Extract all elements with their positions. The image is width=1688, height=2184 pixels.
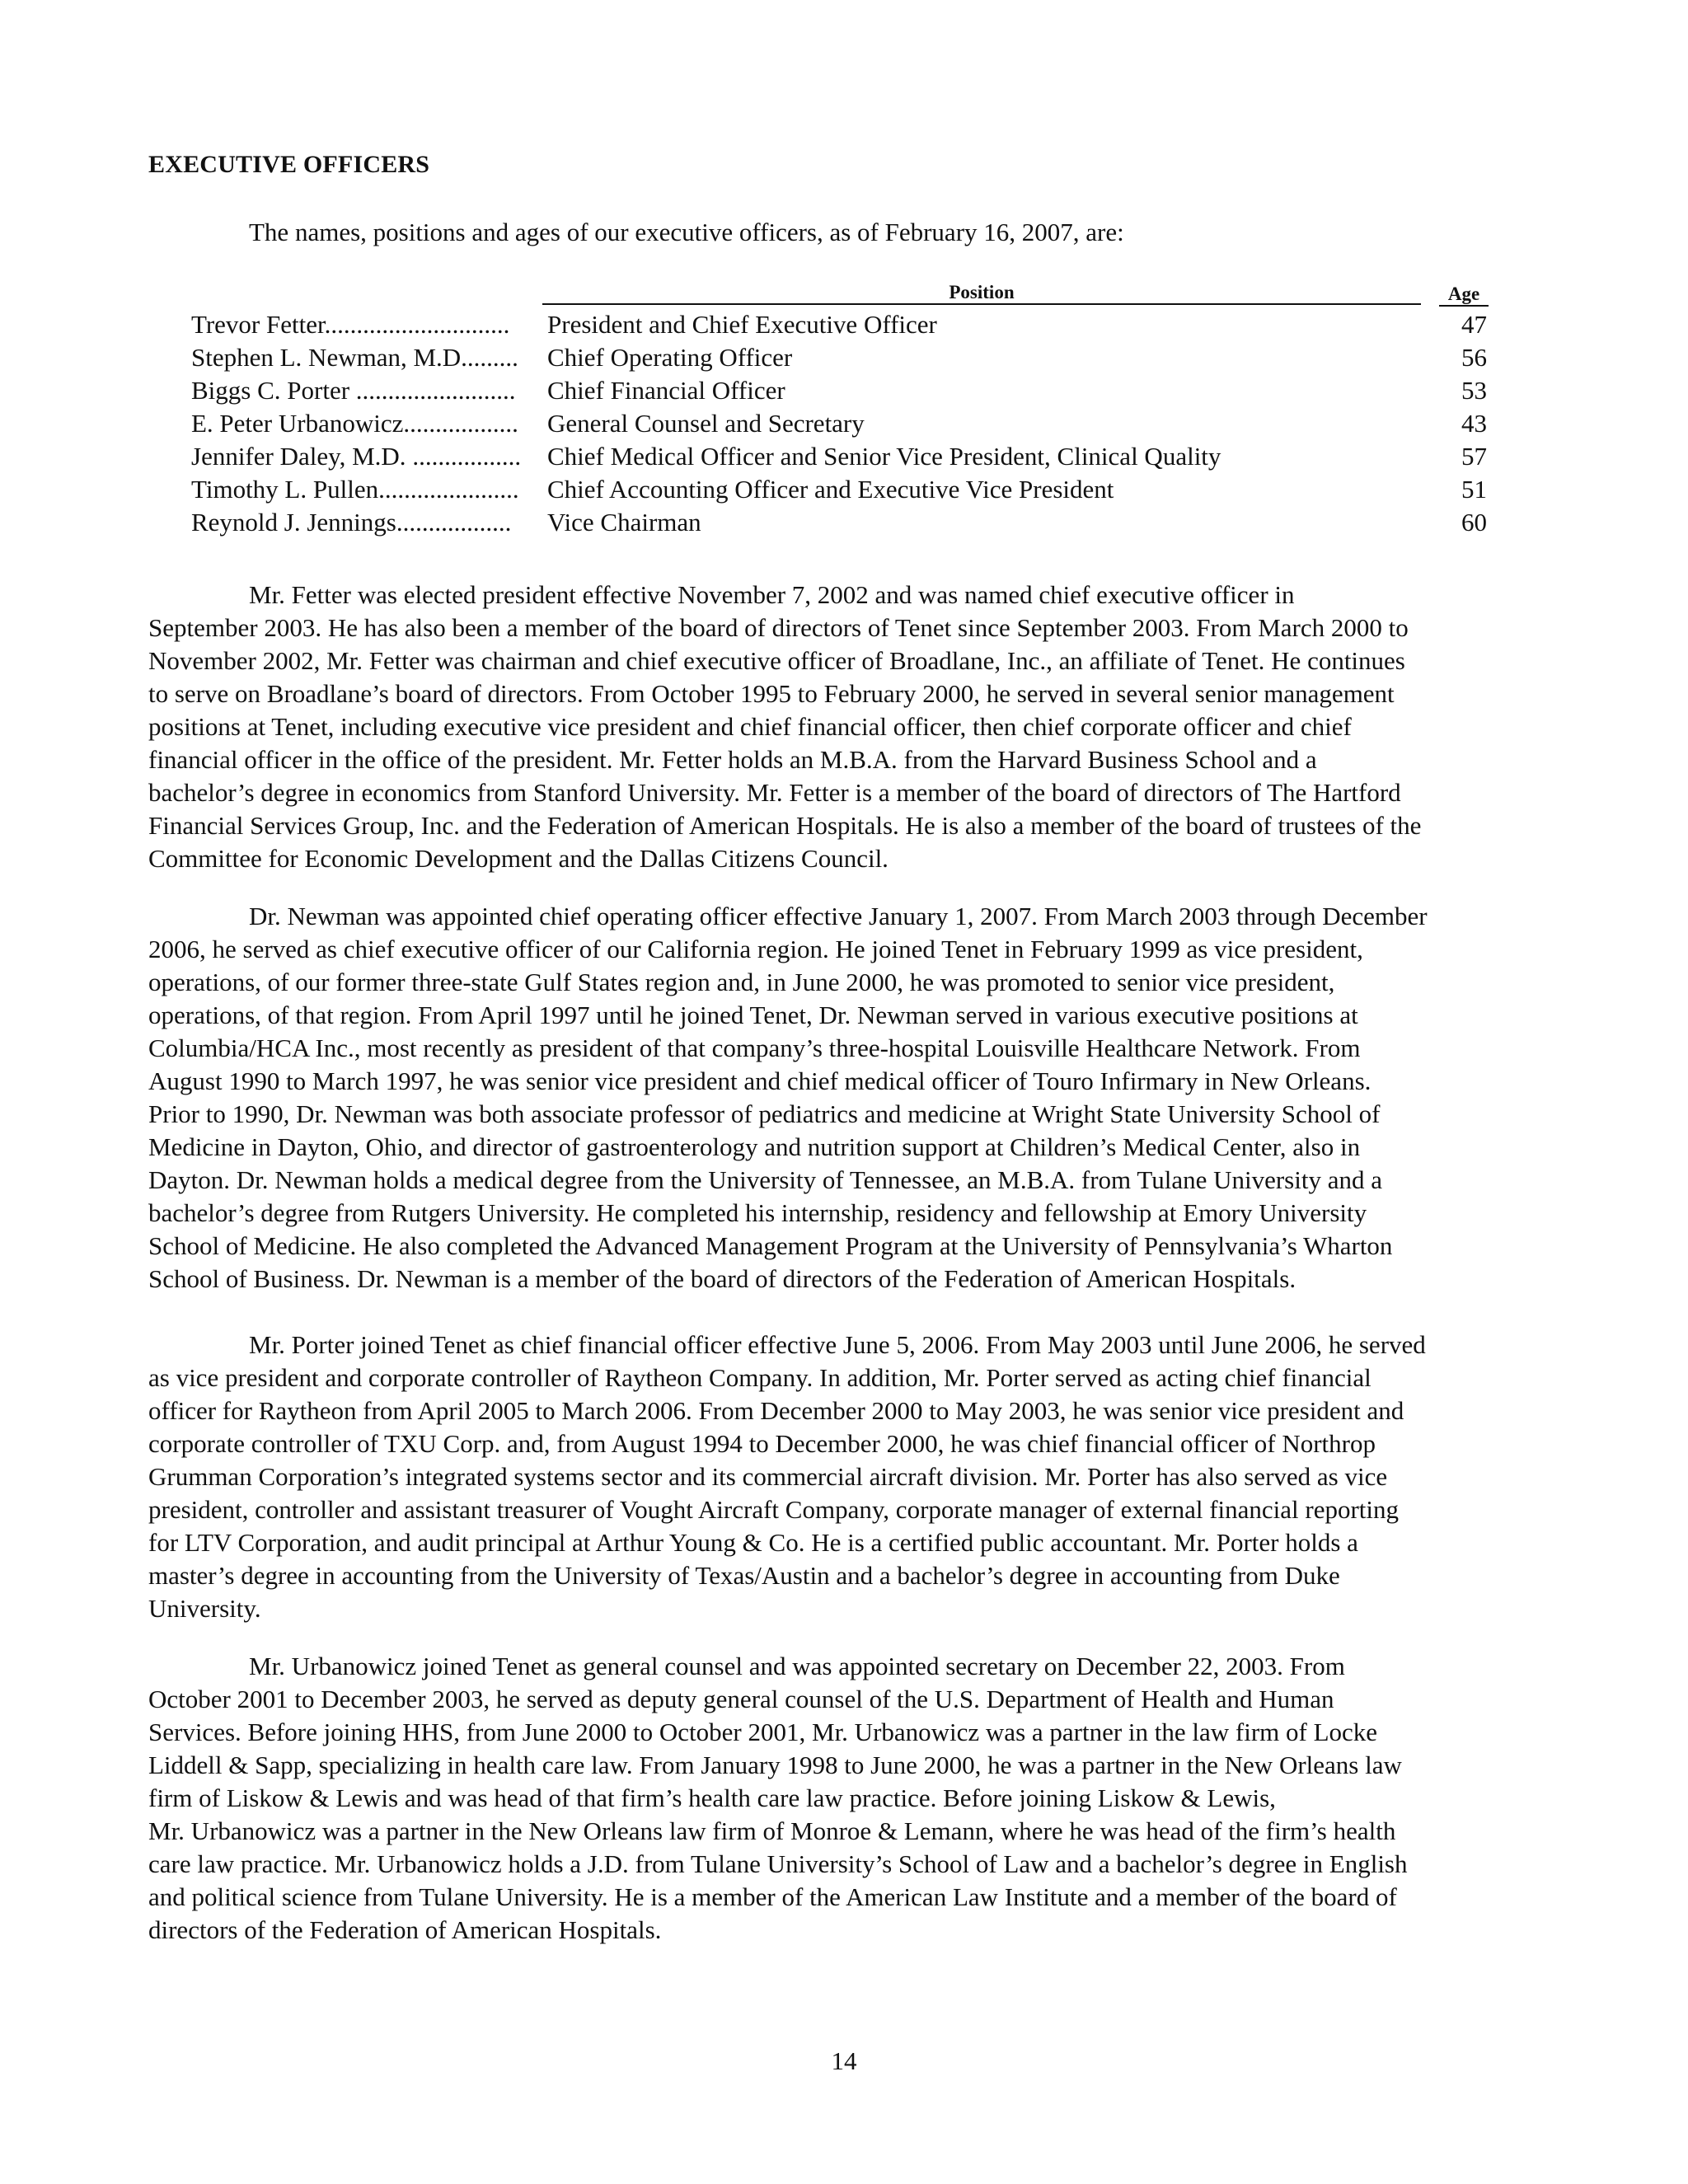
table-row	[191, 506, 1502, 539]
paragraph-line: Grumman Corporation’s integrated systems sector and its commercial aircraft division. Mr. Porter has also served as vice	[148, 1462, 1388, 1491]
paragraph-line: School of Medicine. He also completed the Advanced Management Program at the University of Pennsylvania’s Wharton	[148, 1231, 1393, 1260]
officer-name: Timothy L. Pullen......................	[191, 475, 519, 504]
paragraph-line: Dayton. Dr. Newman holds a medical degree from the University of Tennessee, an M.B.A. from Tulane University and a	[148, 1165, 1382, 1194]
paragraph-line: operations, of that region. From April 1997 until he joined Tenet, Dr. Newman served in various executive positions at	[148, 1001, 1358, 1029]
paragraph-line: to serve on Broadlane’s board of directors. From October 1995 to February 2000, he served in several senior management	[148, 679, 1395, 708]
intro-text: The names, positions and ages of our executive officers, as of February 16, 2007, are:	[249, 218, 1124, 246]
dot-leader: ..................	[403, 409, 518, 438]
paragraph-line: October 2001 to December 2003, he served as deputy general counsel of the U.S. Department of Health and Human	[148, 1685, 1334, 1713]
biography-paragraph	[148, 579, 1530, 875]
officer-position: President and Chief Executive Officer	[547, 310, 937, 339]
paragraph-line: September 2003. He has also been a member of the board of directors of Tenet since September 2003. From March 2000 to	[148, 613, 1409, 642]
paragraph-line: Prior to 1990, Dr. Newman was both associate professor of pediatrics and medicine at Wright State University School of	[148, 1099, 1381, 1128]
paragraph-line: Mr. Urbanowicz joined Tenet as general counsel and was appointed secretary on December 22, 2003. From	[249, 1652, 1345, 1680]
paragraph-line: University.	[148, 1594, 261, 1623]
paragraph-line: Liddell & Sapp, specializing in health care law. From January 1998 to June 2000, he was a partner in the New Orleans law	[148, 1750, 1402, 1779]
paragraph-line: operations, of our former three-state Gulf States region and, in June 2000, he was promoted to senior vice president,	[148, 968, 1335, 996]
officer-age: 47	[1461, 310, 1487, 339]
paragraph-line: School of Business. Dr. Newman is a member of the board of directors of the Federation of American Hospitals.	[148, 1264, 1296, 1293]
officer-age: 57	[1461, 442, 1487, 471]
paragraph-line: directors of the Federation of American Hospitals.	[148, 1915, 662, 1944]
paragraph-line: officer for Raytheon from April 2005 to March 2006. From December 2000 to May 2003, he was senior vice president and	[148, 1396, 1404, 1425]
paragraph-line: Medicine in Dayton, Ohio, and director of gastroenterology and nutrition support at Children’s Medical Center, also in	[148, 1132, 1361, 1161]
paragraph-line: Mr. Urbanowicz was a partner in the New Orleans law firm of Monroe & Lemann, where he was head of the firm’s health	[148, 1816, 1396, 1845]
dot-leader: .........	[461, 343, 518, 372]
officer-age: 56	[1461, 343, 1487, 372]
position-column-header: Position	[542, 282, 1421, 305]
page-number: 14	[831, 2046, 857, 2075]
officer-name: Jennifer Daley, M.D. .................	[191, 442, 522, 471]
paragraph-line: master’s degree in accounting from the University of Texas/Austin and a bachelor’s degree in accounting from Duke	[148, 1561, 1340, 1590]
officer-position: Chief Accounting Officer and Executive Vice President	[547, 475, 1114, 504]
section-heading: EXECUTIVE OFFICERS	[148, 151, 430, 178]
dot-leader: ..................	[396, 508, 512, 537]
biography-paragraph	[148, 900, 1530, 1296]
table-row	[191, 407, 1502, 440]
paragraph-line: financial officer in the office of the president. Mr. Fetter holds an M.B.A. from the Harvard Business School and a	[148, 745, 1317, 774]
paragraph-line: Dr. Newman was appointed chief operating officer effective January 1, 2007. From March 2003 through December	[249, 902, 1428, 930]
paragraph-line: Committee for Economic Development and the Dallas Citizens Council.	[148, 844, 889, 873]
table-row	[191, 374, 1502, 407]
officer-age: 53	[1461, 376, 1487, 405]
officer-age: 51	[1461, 475, 1487, 504]
paragraph-line: Services. Before joining HHS, from June 2000 to October 2001, Mr. Urbanowicz was a partner in the law firm of Locke	[148, 1718, 1378, 1746]
dot-leader: ......................	[378, 475, 519, 504]
dot-leader: .........................	[349, 376, 516, 405]
table-row	[191, 341, 1502, 374]
paragraph-line: and political science from Tulane University. He is a member of the American Law Institute and a member of the board of	[148, 1882, 1397, 1911]
officer-name: E. Peter Urbanowicz..................	[191, 409, 518, 438]
officer-name: Stephen L. Newman, M.D.........	[191, 343, 518, 372]
table-row	[191, 473, 1502, 506]
paragraph-line: Financial Services Group, Inc. and the Federation of American Hospitals. He is also a member of the board of trustees of the	[148, 811, 1422, 840]
paragraph-line: bachelor’s degree from Rutgers University. He completed his internship, residency and fellowship at Emory University	[148, 1198, 1367, 1227]
paragraph-line: for LTV Corporation, and audit principal at Arthur Young & Co. He is a certified public accountant. Mr. Porter holds a	[148, 1528, 1358, 1557]
paragraph-line: president, controller and assistant treasurer of Vought Aircraft Company, corporate manager of external financial reporting	[148, 1495, 1400, 1524]
officer-name: Reynold J. Jennings..................	[191, 508, 512, 537]
paragraph-line: Mr. Porter joined Tenet as chief financial officer effective June 5, 2006. From May 2003 until June 2006, he served	[249, 1330, 1426, 1359]
biography-paragraph	[148, 1329, 1530, 1625]
age-column-header: Age	[1439, 284, 1489, 307]
officer-name: Biggs C. Porter .........................	[191, 376, 516, 405]
officer-position: Chief Medical Officer and Senior Vice President, Clinical Quality	[547, 442, 1221, 471]
paragraph-line: November 2002, Mr. Fetter was chairman and chief executive officer of Broadlane, Inc., an affiliate of Tenet. He continues	[148, 646, 1405, 675]
paragraph-line: as vice president and corporate controller of Raytheon Company. In addition, Mr. Porter served as acting chief financial	[148, 1363, 1372, 1392]
paragraph-line: positions at Tenet, including executive vice president and chief financial officer, then chief corporate officer and chief	[148, 712, 1352, 741]
officers-table	[191, 277, 1502, 539]
table-body	[191, 308, 1502, 539]
dot-leader: .............................	[324, 310, 510, 339]
officer-name: Trevor Fetter.............................	[191, 310, 510, 339]
paragraph-line: corporate controller of TXU Corp. and, from August 1994 to December 2000, he was chief financial officer of Northrop	[148, 1429, 1376, 1458]
paragraph-line: firm of Liskow & Lewis and was head of that firm’s health care law practice. Before joining Liskow & Lewis,	[148, 1783, 1276, 1812]
dot-leader: .................	[406, 442, 522, 471]
table-row	[191, 440, 1502, 473]
officer-position: Vice Chairman	[547, 508, 701, 537]
paragraph-line: August 1990 to March 1997, he was senior vice president and chief medical officer of Touro Infirmary in New Orleans.	[148, 1066, 1372, 1095]
paragraph-line: 2006, he served as chief executive officer of our California region. He joined Tenet in February 1999 as vice president,	[148, 935, 1363, 963]
officer-position: General Counsel and Secretary	[547, 409, 865, 438]
paragraph-line: Mr. Fetter was elected president effective November 7, 2002 and was named chief executive officer in	[249, 580, 1295, 609]
officer-position: Chief Financial Officer	[547, 376, 785, 405]
paragraph-line: bachelor’s degree in economics from Stanford University. Mr. Fetter is a member of the board of directors of The Hartford	[148, 778, 1401, 807]
biography-paragraph	[148, 1650, 1530, 1947]
table-header	[191, 277, 1502, 308]
table-row	[191, 308, 1502, 341]
officer-age: 60	[1461, 508, 1487, 537]
paragraph-line: Columbia/HCA Inc., most recently as president of that company’s three-hospital Louisville Healthcare Network. From	[148, 1033, 1361, 1062]
paragraph-line: care law practice. Mr. Urbanowicz holds a J.D. from Tulane University’s School of Law and a bachelor’s degree in English	[148, 1849, 1408, 1878]
officer-position: Chief Operating Officer	[547, 343, 793, 372]
officer-age: 43	[1461, 409, 1487, 438]
